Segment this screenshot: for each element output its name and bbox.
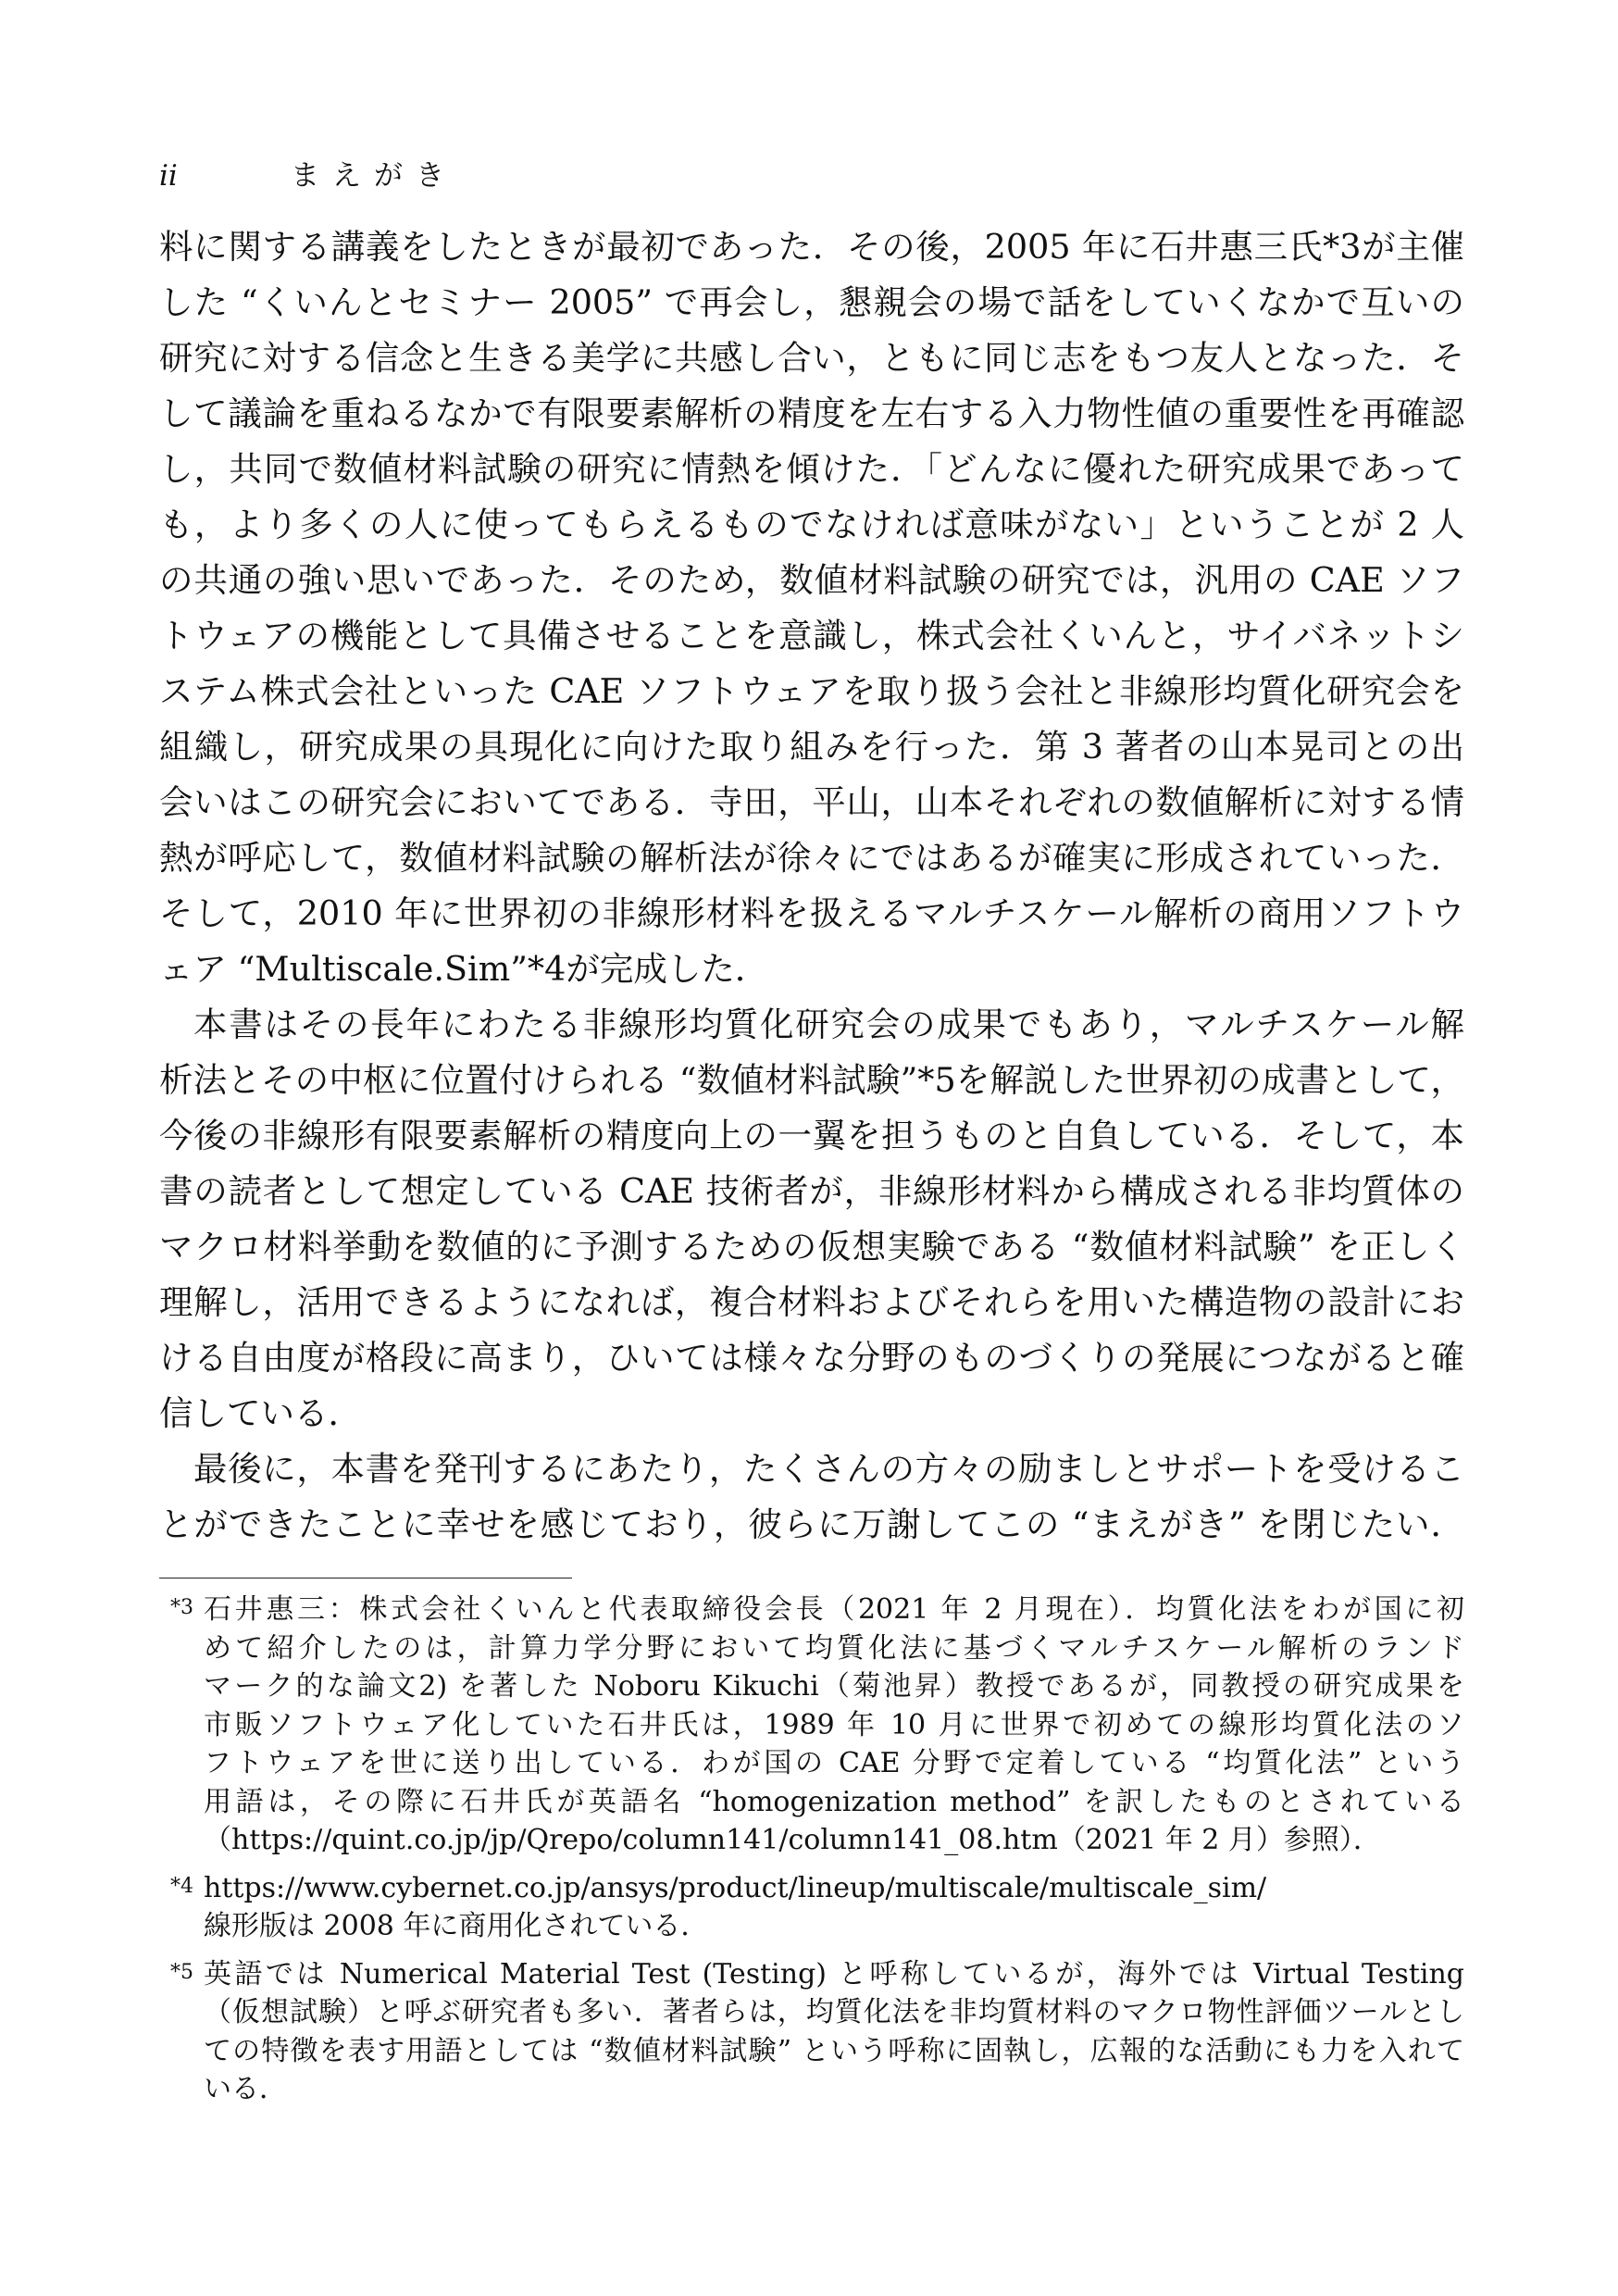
page-number: ii [159, 159, 178, 193]
footnote-line: ての特徴を表す用語としては “数値材料試験” という呼称に固執し，広報的な活動にも力を入れて [204, 2034, 1464, 2067]
paragraph-3 [159, 1441, 1464, 1553]
body-line: の共通の強い思いであった．そのため，数値材料試験の研究では，汎用の CAE ソフ [159, 560, 1464, 600]
footnote-4 [159, 1869, 1464, 1946]
footnote-mark: *5 [170, 1960, 193, 1984]
paragraph-2 [159, 997, 1464, 1441]
footnote-5 [159, 1955, 1464, 2109]
body-line: し，共同で数値材料試験の研究に情熱を傾けた．「どんなに優れた研究成果であって [159, 449, 1464, 489]
body-line: 理解し，活用できるようになれば，複合材料およびそれらを用いた構造物の設計にお [159, 1282, 1464, 1322]
body-line: 会いはこの研究会においてである．寺田，平山，山本それぞれの数値解析に対する情 [159, 782, 1464, 822]
footnote-line: https://www.cybernet.co.jp/ansys/product/lineup/multiscale/multiscale_sim/ [204, 1871, 1267, 1904]
body-line: して議論を重ねるなかで有限要素解析の精度を左右する入力物性値の重要性を再確認 [159, 393, 1464, 433]
body-line: 析法とその中枢に位置付けられる “数値材料試験”*5を解説した世界初の成書として， [159, 1060, 1464, 1100]
page-header [159, 154, 457, 198]
footnote-line: （仮想試験）と呼ぶ研究者も多い．著者らは，均質化法を非均質材料のマクロ物性評価ツールとし [204, 1996, 1464, 2028]
body-line: ェア “Multiscale.Sim”*4が完成した． [159, 949, 769, 989]
footnote-line: いる． [204, 2073, 287, 2105]
footnote-line: マーク的な論文2) を著した Noboru Kikuchi（菊池昇）教授であるが，同教授の研究成果を [204, 1670, 1464, 1703]
body-line: も，より多くの人に使ってもらえるものでなければ意味がない」ということが 2 人 [159, 505, 1464, 544]
body-text [159, 219, 1464, 1553]
body-line: 本書はその長年にわたる非線形均質化研究会の成果でもあり，マルチスケール解 [193, 1004, 1464, 1044]
footnote-mark: *4 [170, 1874, 193, 1898]
body-line: 組織し，研究成果の具現化に向けた取り組みを行った．第 3 著者の山本晃司との出 [159, 727, 1464, 767]
body-line: とができたことに幸せを感じており，彼らに万謝してこの “まえがき” を閉じたい． [159, 1504, 1464, 1544]
footnote-3 [159, 1591, 1464, 1860]
footnote-mark: *3 [170, 1596, 193, 1619]
footnote-line: 英語では Numerical Material Test (Testing) と呼称しているが，海外では Virtual Testing [204, 1957, 1464, 1990]
running-title: まえがき [291, 159, 457, 193]
footnote-line: （https://quint.co.jp/jp/Qrepo/column141/column141_08.htm（2021 年 2 月）参照）． [204, 1824, 1381, 1856]
body-line: 信している． [159, 1393, 362, 1433]
body-line: トウェアの機能として具備させることを意識し，株式会社くいんと，サイバネットシ [159, 616, 1464, 655]
footnote-line: 線形版は 2008 年に商用化されている． [204, 1910, 709, 1942]
footnote-line: フトウェアを世に送り出している．わが国の CAE 分野で定着している “均質化法” という [204, 1747, 1464, 1779]
body-line: 最後に，本書を発刊するにあたり，たくさんの方々の励ましとサポートを受けるこ [193, 1449, 1464, 1489]
footnote-line: 石井惠三：株式会社くいんと代表取締役会長（2021 年 2 月現在）．均質化法をわが国に初 [204, 1593, 1464, 1626]
body-line: 研究に対する信念と生きる美学に共感し合い，ともに同じ志をもつ友人となった．そ [159, 338, 1464, 378]
footnote-line: めて紹介したのは，計算力学分野において均質化法に基づくマルチスケール解析のランド [204, 1631, 1464, 1665]
footnote-line: 用語は，その際に石井氏が英語名 “homogenization method” を訳したものとされている [204, 1785, 1464, 1818]
body-line: した “くいんとセミナー 2005” で再会し，懇親会の場で話をしていくなかで互いの [159, 282, 1464, 322]
body-line: 今後の非線形有限要素解析の精度向上の一翼を担うものと自負している．そして，本 [159, 1116, 1464, 1155]
body-line: マクロ材料挙動を数値的に予測するための仮想実験である “数値材料試験” を正しく [159, 1227, 1464, 1267]
footnotes [159, 1591, 1464, 2118]
body-line: 熱が呼応して，数値材料試験の解析法が徐々にではあるが確実に形成されていった． [159, 838, 1464, 878]
body-line: ステム株式会社といった CAE ソフトウェアを取り扱う会社と非線形均質化研究会を [159, 671, 1464, 711]
footnote-line: 市販ソフトウェア化していた石井氏は，1989 年 10 月に世界で初めての線形均質化法のソ [204, 1708, 1464, 1741]
body-line: 料に関する講義をしたときが最初であった．その後，2005 年に石井惠三氏*3が主催 [159, 227, 1464, 267]
body-line: そして，2010 年に世界初の非線形材料を扱えるマルチスケール解析の商用ソフトウ [159, 893, 1464, 933]
paragraph-1 [159, 219, 1464, 997]
body-line: 書の読者として想定している CAE 技術者が，非線形材料から構成される非均質体の [159, 1171, 1464, 1211]
body-line: ける自由度が格段に高まり，ひいては様々な分野のものづくりの発展につながると確 [159, 1338, 1464, 1378]
